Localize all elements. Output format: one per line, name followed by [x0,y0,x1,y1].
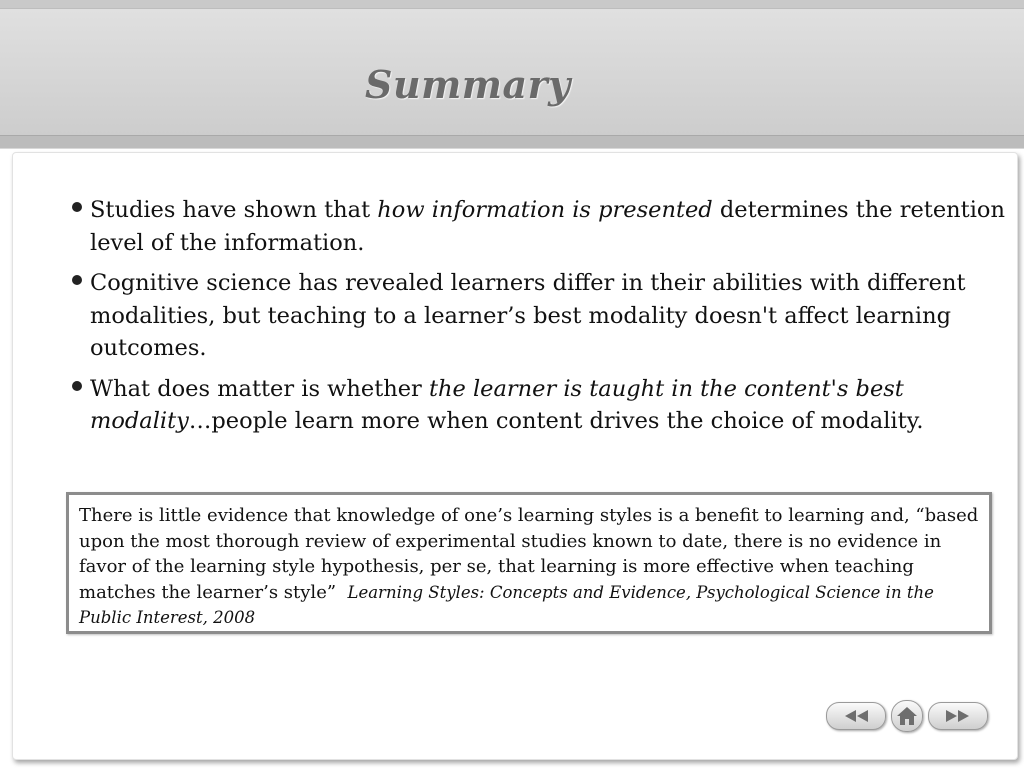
bullet-emphasis: how information is presented [377,197,713,223]
bullet-text: Studies have shown that [90,197,378,223]
bullet-text: Cognitive science has revealed learners differ in their abilities with different modalities, but teaching to a learner’s best modality doesn't affect learning outcomes. [90,270,966,361]
slide-title: Summary [365,62,571,107]
bullet-item [68,194,1013,259]
bullet-icon [72,202,82,212]
bullet-list [68,194,1013,446]
bullet-item [68,267,1013,365]
home-icon [896,706,918,726]
fast-forward-icon [941,708,975,724]
bullet-text: …people learn more when content drives the choice of modality. [188,408,924,434]
home-button[interactable] [891,700,923,732]
quote-text: There is little evidence that knowledge of one’s learning styles is a benefit to learning and, “based upon the most thorough review of experimental studies known to date, there is no evidence in favor of the learning style hypothesis, per se, that learning is more effective when teaching matches the learner’s style” [79,505,979,603]
next-button[interactable] [928,702,988,730]
bullet-text: What does matter is whether [90,375,429,402]
quote-citation: Learning Styles: Concepts and Evidence, Psychological Science in the Public Interest, 2008 [79,582,934,627]
bullet-text: determines the retention level of the information. [90,197,1005,256]
quote-box [66,492,992,634]
bullet-emphasis: the learner is taught in the content's best modality [90,375,904,434]
bullet-item [68,373,1013,438]
top-strip [0,0,1024,8]
bullet-icon [72,275,82,285]
title-divider [0,136,1024,149]
rewind-icon [839,708,873,724]
bullet-icon [72,381,82,391]
previous-button[interactable] [826,702,886,730]
